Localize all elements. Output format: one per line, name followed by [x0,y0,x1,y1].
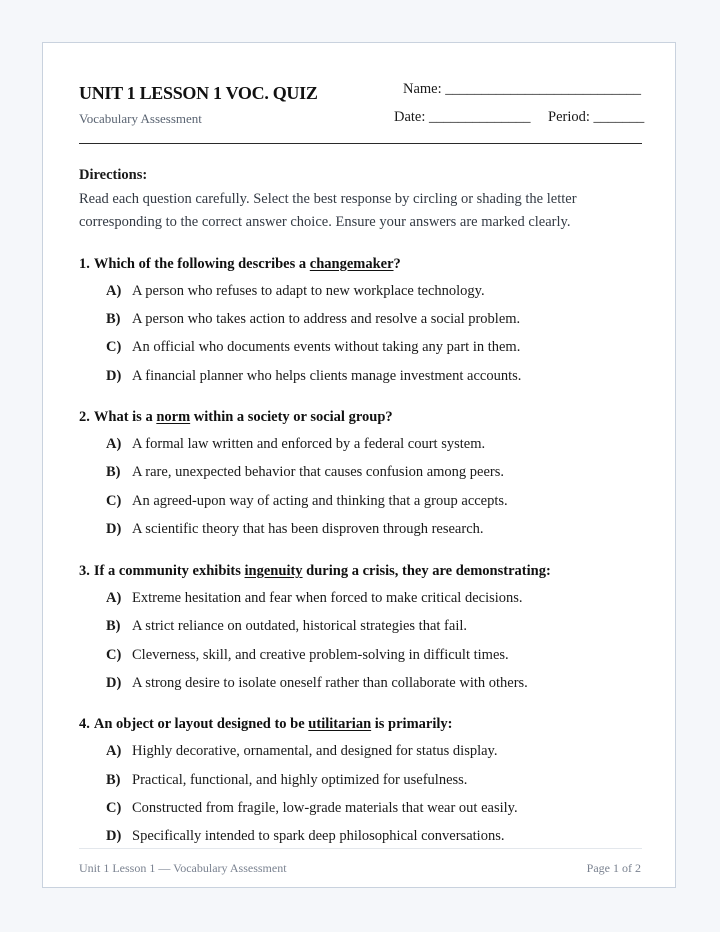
option-letter: B) [106,772,121,788]
answer-option[interactable] [106,828,504,845]
option-letter: C) [106,647,122,663]
directions-heading: Directions: [79,167,148,183]
date-field: Date: ______________ [394,109,531,125]
question-number: 3. [79,563,90,579]
page-title: UNIT 1 LESSON 1 VOC. QUIZ [79,83,318,103]
option-text: A strict reliance on outdated, historical strategies that fail. [132,618,468,634]
option-text: A rare, unexpected behavior that causes confusion among peers. [132,464,505,480]
option-letter: D) [106,521,122,537]
question-text-end: is primarily: [371,716,453,732]
option-letter: D) [106,675,122,691]
quiz-page [42,42,676,888]
question-1 [79,256,401,273]
option-text: Specifically intended to spark deep philosophical conversations. [132,828,505,844]
question-number: 2. [79,409,90,425]
answer-option[interactable] [106,339,520,356]
page-subtitle: Vocabulary Assessment [79,111,202,126]
answer-option[interactable] [106,618,467,635]
question-text: An object or layout designed to be [93,716,309,732]
option-text: An agreed-upon way of acting and thinking that a group accepts. [132,493,508,509]
answer-option[interactable] [106,464,504,481]
option-text: Highly decorative, ornamental, and designed for status display. [132,743,498,759]
answer-option[interactable] [106,283,485,300]
option-letter: C) [106,493,122,509]
vocab-term: utilitarian [308,716,372,732]
option-letter: A) [106,590,122,606]
option-text: Constructed from fragile, low-grade materials that wear out easily. [132,800,518,816]
answer-option[interactable] [106,772,467,789]
question-text-end: during a crisis, they are demonstrating: [302,563,551,579]
option-text: A person who takes action to address and resolve a social problem. [132,311,521,327]
answer-option[interactable] [106,590,523,607]
answer-option[interactable] [106,436,485,453]
option-letter: A) [106,283,122,299]
option-letter: A) [106,436,122,452]
option-letter: B) [106,464,121,480]
question-number: 4. [79,716,90,732]
answer-option[interactable] [106,675,528,692]
footer-divider [79,848,642,849]
option-letter: C) [106,800,122,816]
vocab-term: ingenuity [244,563,303,579]
name-field: Name: ___________________________ [403,81,642,97]
answer-option[interactable] [106,493,508,510]
option-letter: C) [106,339,122,355]
page-number: Page 1 of 2 [586,861,641,875]
option-text: A strong desire to isolate oneself rather than collaborate with others. [132,675,528,691]
option-text: A formal law written and enforced by a federal court system. [132,436,486,452]
question-4 [79,716,453,733]
question-text: If a community exhibits [93,563,245,579]
option-letter: A) [106,743,122,759]
answer-option[interactable] [106,800,518,817]
vocab-term: norm [156,409,191,425]
footer-label: Unit 1 Lesson 1 — Vocabulary Assessment [79,861,287,875]
option-text: Cleverness, skill, and creative problem-solving in difficult times. [132,647,509,663]
question-text-end: ? [393,256,401,272]
question-text: Which of the following describes a [93,256,310,272]
directions-text: Read each question carefully. Select the best response by circling or shading the letter corresponding to the correct answer choice. Ensure your answers are marked clearly. [79,191,577,230]
header-divider [79,143,642,144]
question-number: 1. [79,256,90,272]
answer-option[interactable] [106,311,520,328]
answer-option[interactable] [106,521,484,538]
option-letter: D) [106,368,122,384]
option-text: Extreme hesitation and fear when forced to make critical decisions. [132,590,523,606]
answer-option[interactable] [106,368,521,385]
question-text-end: within a society or social group? [190,409,393,425]
answer-option[interactable] [106,743,498,760]
answer-option[interactable] [106,647,509,664]
question-2 [79,409,393,426]
option-text: A financial planner who helps clients manage investment accounts. [132,368,522,384]
question-text: What is a [93,409,157,425]
option-text: Practical, functional, and highly optimized for usefulness. [132,772,468,788]
period-field: Period: _______ [548,109,645,125]
option-text: A scientific theory that has been disproven through research. [132,521,484,537]
option-letter: D) [106,828,122,844]
option-text: A person who refuses to adapt to new workplace technology. [132,283,485,299]
option-text: An official who documents events without taking any part in them. [132,339,521,355]
option-letter: B) [106,311,121,327]
question-3 [79,563,551,580]
vocab-term: changemaker [309,256,394,272]
option-letter: B) [106,618,121,634]
